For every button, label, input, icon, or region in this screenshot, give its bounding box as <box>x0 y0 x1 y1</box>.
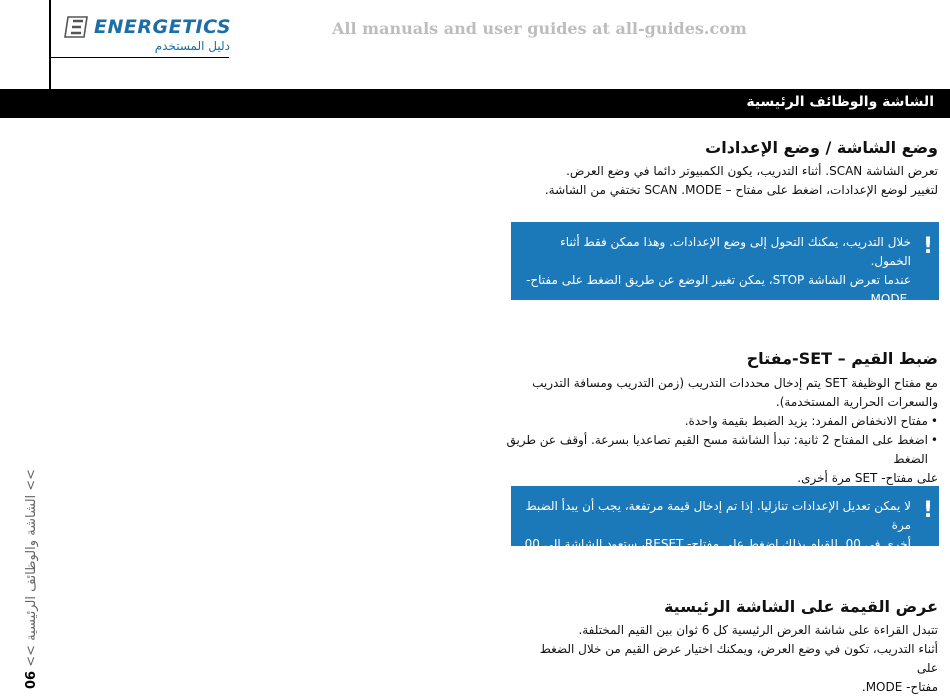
note-line: لا يمكن تعديل الإعدادات تنازليا. إذا تم إدخال قيمة مرتفعة، يجب أن يبدأ الضبط مرة <box>525 499 911 532</box>
exclamation-icon: ! <box>922 234 934 259</box>
info-note <box>511 222 939 306</box>
section-banner <box>0 89 950 118</box>
energetics-e-logo-icon <box>64 16 88 38</box>
header-vertical-rule <box>49 0 51 90</box>
watermark-text: All manuals and user guides at all-guides.com <box>332 19 747 38</box>
section-heading: عرض القيمة على الشاشة الرئيسية <box>663 597 938 616</box>
page-number: 06 <box>24 670 39 689</box>
body-line: لتغيير لوضع الإعدادات، اضغط على مفتاح – SCAN .MODE تختفي من الشاشة. <box>544 183 938 197</box>
body-line: والسعرات الحرارية المستخدمة). <box>775 395 938 409</box>
bullet-list <box>498 412 938 469</box>
sidebar-text: << الشاشة والوظائف الرئيسية << <box>24 468 39 667</box>
section-body <box>498 374 938 488</box>
body-line: مفتاح- MODE. <box>861 680 938 694</box>
body-line: تتبدل القراءة على شاشة العرض الرئيسية كل 6 ثوان بين القيم المختلفة. <box>578 623 938 637</box>
brand-logo <box>64 14 234 58</box>
note-text <box>521 233 911 309</box>
sidebar-label <box>24 468 48 689</box>
body-line: تعرض الشاشة SCAN. أثناء التدريب، يكون الكمبيوتر دائما في وضع العرض. <box>566 164 938 178</box>
bullet-item: • اضغط على المفتاح 2 ثانية: تبدأ الشاشة مسح القيم تصاعديا بسرعة. أوقف عن طريق الضغط <box>498 431 938 469</box>
banner-title: الشاشة والوظائف الرئيسية <box>746 94 934 110</box>
body-line: أثناء التدريب، تكون في وضع العرض، ويمكنك اختيار عرض القيم من خلال الضغط على <box>539 642 938 675</box>
brand-subtitle: دليل المستخدم <box>154 39 230 53</box>
exclamation-icon: ! <box>922 498 934 523</box>
bullet-item: • مفتاح الانخفاض المفرد: يزيد الضبط بقيمة واحدة. <box>498 412 938 431</box>
section-body <box>338 162 938 200</box>
note-line: عندما تعرض الشاشة STOP، يمكن تغيير الوضع عن طريق الضغط على مفتاح- <box>526 273 911 287</box>
bullet-continuation: على مفتاح- SET مرة أخرى. <box>797 471 938 485</box>
note-line: خلال التدريب، يمكنك التحول إلى وضع الإعدادات. وهذا ممكن فقط أثناء الخمول. <box>560 235 911 268</box>
brand-name: ENERGETICS <box>94 16 232 38</box>
section-heading: وضع الشاشة / وضع الإعدادات <box>705 138 938 157</box>
note-line: أخرى في 00. للقيام بذلك اضغط على مفتاح- RESET، ستعود الشاشة إلى 00. <box>520 537 911 551</box>
page-sidebar <box>24 468 48 689</box>
note-line: .MODE <box>870 292 911 306</box>
info-note <box>511 486 939 551</box>
body-line: مع مفتاح الوظيفة SET يتم إدخال محددات التدريب (زمن التدريب ومسافة التدريب <box>532 376 938 390</box>
note-text <box>511 497 911 554</box>
section-body <box>518 621 938 697</box>
section-heading: ضبط القيم – SET-مفتاح <box>746 349 938 368</box>
